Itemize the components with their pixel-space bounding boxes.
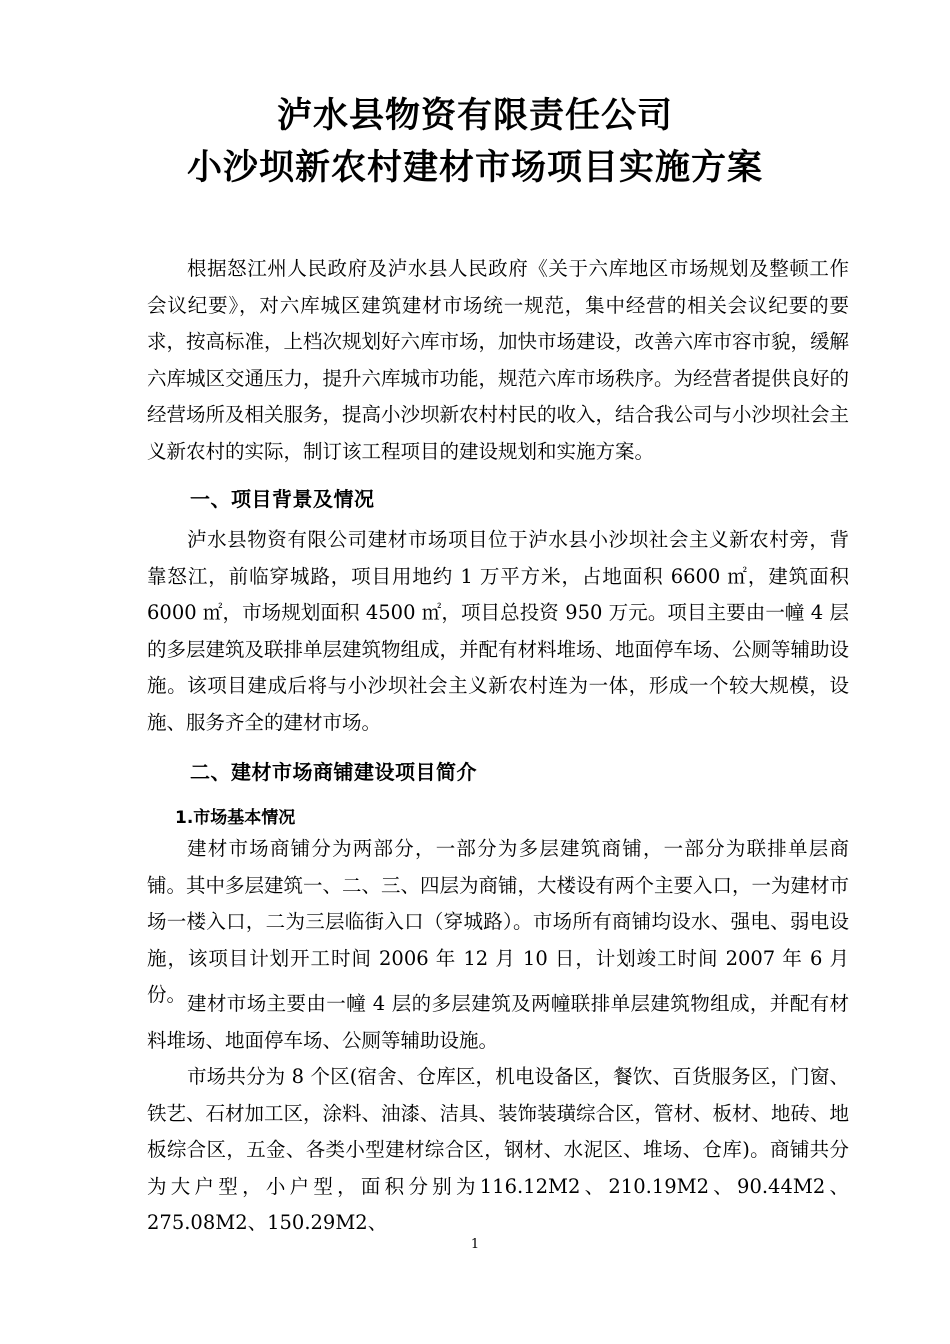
section-2-paragraph-3: 市场共分为 8 个区(宿舍、仓库区，机电设备区，餐饮、百货服务区，门窗、铁艺、石材加工区，涂料、油漆、洁具、装饰装璜综合区，管材、板材、地砖、地板综合区，五金、各类小型建材综合区，钢材、水泥区、堆场、仓库)。商铺共分为大户型，小户型，面积分别为116.12M2、210.19M2、90.44M2、275.08M2、150.29M2、 <box>147 1065 850 1234</box>
section-2-heading: 二、建材市场商铺建设项目简介 <box>190 760 477 784</box>
intro-paragraph: 根据怒江州人民政府及泸水县人民政府《关于六库地区市场规划及整顿工作会议纪要》，对六库城区建筑建材市场统一规范，集中经营的相关会议纪要的要求，按高标准，上档次规划好六库市场，加快市场建设，改善六库市容市貌，缓解六库城区交通压力，提升六库城市功能，规范六库市场秩序。为经营者提供良好的经营场所及相关服务，提高小沙坝新农村村民的收入，结合我公司与小沙坝社会主义新农村的实际，制订该工程项目的建设规划和实施方案。 <box>147 257 850 463</box>
section-1-heading: 一、项目背景及情况 <box>190 487 375 511</box>
document-title-line-2: 小沙坝新农村建材市场项目实施方案 <box>186 148 763 188</box>
section-2-paragraph-2: 建材市场主要由一幢 4 层的多层建筑及两幢联排单层建筑物组成，并配有材料堆场、地面停车场、公厕等辅助设施。 <box>147 992 849 1052</box>
section-2-paragraph-1: 建材市场商铺分为两部分，一部分为多层建筑商铺，一部分为联排单层商铺。其中多层建筑一、二、三、四层为商铺，大楼设有两个主要入口，一为建材市场一楼入口，二为三层临街入口（穿城路）。市场所有商铺均设水、强电、弱电设施，该项目计划开工时间 2006 年 12 月 10 日，计划竣工时间 2007 年 6 月份。 <box>147 837 850 1006</box>
page-number: 1 <box>470 1237 480 1252</box>
section-1-paragraph: 泸水县物资有限公司建材市场项目位于泸水县小沙坝社会主义新农村旁，背靠怒江，前临穿城路，项目用地约 1 万平方米，占地面积 6600 ㎡，建筑面积 6000 ㎡，市场规划面积 4500 ㎡，项目总投资 950 万元。项目主要由一幢 4 层的多层建筑及联排单层建筑物组成，并配有材料堆场、地面停车场、公厕等辅助设施。该项目建成后将与小沙坝社会主义新农村连为一体，形成一个较大规模，设施、服务齐全的建材市场。 <box>147 528 850 734</box>
section-2-subheading: 1.市场基本情况 <box>175 808 296 828</box>
document-title-line-1: 泸水县物资有限责任公司 <box>276 96 673 136</box>
